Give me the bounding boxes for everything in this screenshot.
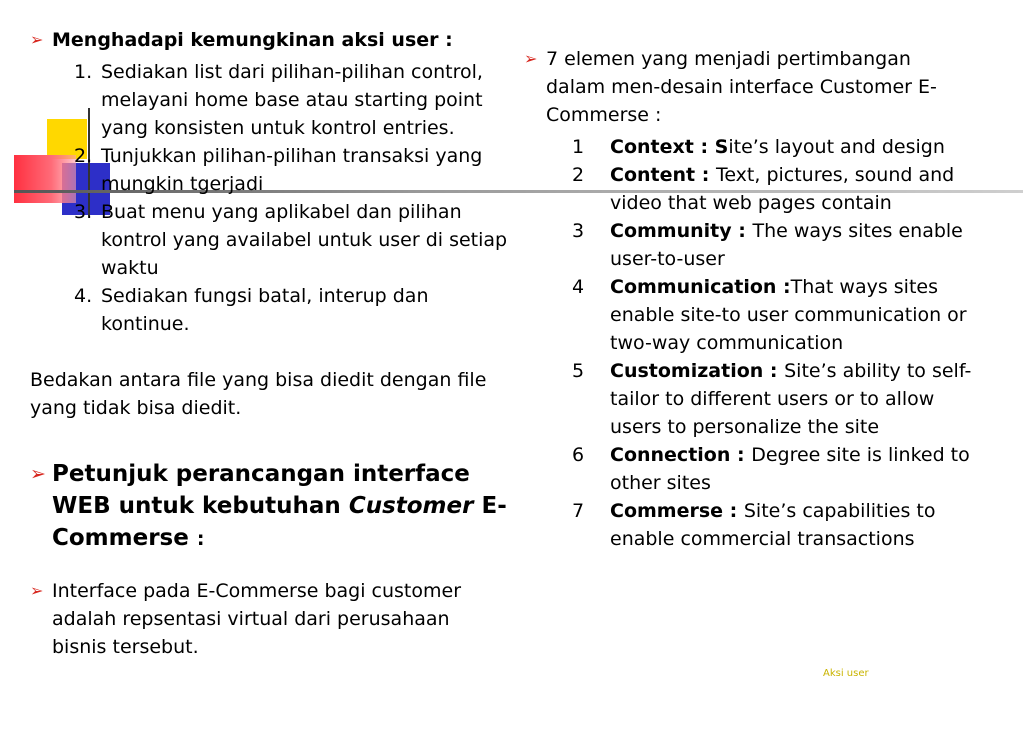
file-edit-note: Bedakan antara file yang bisa diedit dengan file yang tidak bisa diedit. bbox=[30, 369, 487, 419]
right-column bbox=[524, 45, 974, 553]
footer-label: Aksi user bbox=[823, 668, 869, 679]
list-item: 4 Communication :That ways sites enable site-to user communication or two-way communication bbox=[572, 276, 967, 354]
left-column bbox=[30, 26, 510, 661]
list-item: 1. Sediakan list dari pilihan-pilihan control, melayani home base atau starting point yang konsisten untuk kontrol entries. bbox=[74, 61, 483, 139]
elements-list bbox=[524, 133, 974, 553]
intro-seven-elements: ➢ 7 elemen yang menjadi pertimbangan dalam men-desain interface Customer E-Commerse : bbox=[524, 45, 974, 129]
list-item: 3. Buat menu yang aplikabel dan pilihan kontrol yang availabel untuk user di setiap waktu bbox=[74, 201, 508, 279]
heading-petunjuk: ➢ Petunjuk perancangan interface WEB untuk kebutuhan Customer E-Commerse : bbox=[30, 458, 510, 555]
list-item: 2. Tunjukkan pilihan-pilihan transaksi yang mungkin tgerjadi bbox=[74, 145, 483, 195]
arrow-bullet-icon: ➢ bbox=[524, 49, 538, 68]
arrow-bullet-icon: ➢ bbox=[30, 30, 44, 49]
list-item: 2 Content : Text, pictures, sound and video that web pages contain bbox=[572, 164, 955, 214]
list-item: 3 Community : The ways sites enable user-to-user bbox=[572, 220, 963, 270]
arrow-bullet-icon: ➢ bbox=[30, 463, 46, 485]
list-item: 1 Context : Site’s layout and design bbox=[572, 136, 945, 158]
list-item: 5 Customization : Site’s ability to self-tailor to different users or to allow users to personalize the site bbox=[572, 360, 972, 438]
list-item: 4. Sediakan fungsi batal, interup dan kontinue. bbox=[74, 285, 429, 335]
list-item: 7 Commerse : Site’s capabilities to enable commercial transactions bbox=[572, 500, 936, 550]
list-item: 6 Connection : Degree site is linked to other sites bbox=[572, 444, 970, 494]
heading-aksi-user: ➢ Menghadapi kemungkinan aksi user : bbox=[30, 26, 510, 54]
arrow-bullet-icon: ➢ bbox=[30, 581, 44, 600]
steps-list bbox=[30, 58, 510, 338]
interface-description: ➢ Interface pada E-Commerse bagi customer adalah repsentasi virtual dari perusahaan bisnis tersebut. bbox=[30, 577, 510, 661]
